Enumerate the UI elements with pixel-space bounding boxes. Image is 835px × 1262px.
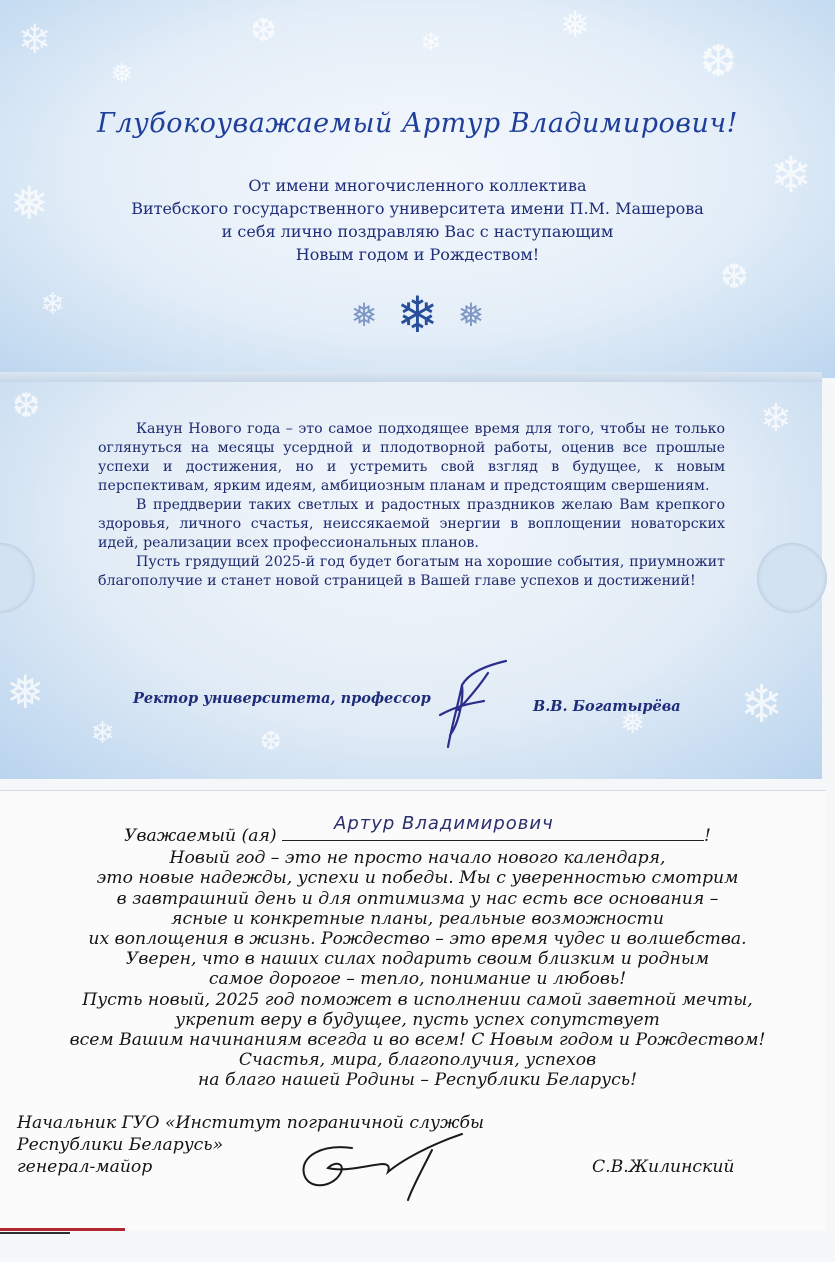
snowflake-icon: ❅ [560, 5, 591, 46]
sender-line: Начальник ГУО «Институт пограничной службы [17, 1113, 484, 1133]
rector-name: В.В. Богатырёва [533, 698, 681, 715]
snowflake-icon: ❄ [396, 286, 439, 344]
snowflake-icon: ❄ [420, 28, 442, 58]
snowflake-icon: ❄ [40, 287, 66, 322]
card-title: Глубокоуважаемый Артур Владимирович! [97, 108, 738, 139]
snowflake-icon: ❄ [18, 17, 52, 63]
message-paragraph: В преддверии таких светлых и радостных праздников желаю Вам крепкого здоровья, личного счастья, неиссякаемой энергии в воплощении новаторских идей, реализации всех профессиональных планов. [98, 497, 725, 551]
letter-line: в завтрашний день и для оптимизма у нас есть все основания – [116, 888, 719, 909]
greeting-prefix: Уважаемый (ая) [124, 826, 277, 846]
addressee-handwritten: Артур Владимирович [334, 813, 554, 834]
sender-signature [292, 1130, 482, 1210]
card-intro [0, 174, 835, 266]
letter-line: Пусть новый, 2025 год поможет в исполнении самой заветной мечты, [82, 989, 753, 1010]
sender-line: Республики Беларусь» [17, 1135, 224, 1155]
snowflake-icon: ❄ [760, 396, 792, 440]
snowflake-icon: ❆ [12, 386, 41, 426]
intro-line: От имени многочисленного коллектива [248, 176, 587, 195]
snowflake-icon: ❅ [620, 706, 646, 741]
letter-line: укрепит веру в будущее, пусть успех сопутствует [175, 1009, 660, 1030]
letter-line: их воплощения в жизнь. Рождество – это время чудес и волшебства. [88, 929, 747, 950]
snowflake-icon: ❄ [740, 675, 784, 735]
letter-body [0, 813, 835, 1091]
rector-signature [428, 655, 518, 755]
letter-line: Уверен, что в наших силах подарить своим близким и родным [125, 949, 710, 970]
snowflake-icon: ❅ [350, 296, 378, 334]
letter-line: всем Вашим начинаниям всегда и во всем! С Новым годом и Рождеством! [69, 1030, 766, 1051]
snowflake-icon: ❆ [700, 36, 737, 87]
letter-line: на благо нашей Родины – Республики Беларусь! [197, 1070, 638, 1091]
card-slot-right [757, 543, 827, 613]
snowflake-icon: ❄ [90, 716, 116, 751]
snowflake-icon: ❆ [250, 11, 277, 49]
rector-title: Ректор университета, профессор [133, 690, 431, 707]
greeting-line [0, 813, 835, 846]
sender-name: С.В.Жилинский [592, 1157, 735, 1177]
intro-line: и себя лично поздравляю Вас с наступающим [221, 222, 614, 241]
sender-line: генерал-майор [17, 1157, 153, 1177]
snowflake-icon: ❆ [260, 727, 282, 757]
message-paragraph: Пусть грядущий 2025-й год будет богатым на хорошие события, приумножит благополучие и станет новой страницей в Вашей главе успехов и достижений! [98, 554, 725, 589]
letter-line: самое дорогое – тепло, понимание и любовь! [208, 969, 627, 990]
edge-mark [0, 1228, 125, 1231]
addressee-field [282, 813, 704, 841]
intro-line: Новым годом и Рождеством! [295, 245, 540, 264]
greeting-suffix: ! [704, 826, 711, 846]
snowflake-icon: ❅ [457, 296, 485, 334]
letter-line: ясные и конкретные планы, реальные возможности [171, 908, 664, 929]
card-message [98, 420, 725, 591]
snowflake-icon: ❄ [770, 146, 812, 204]
snowflake-icon: ❅ [6, 665, 45, 719]
snowflake-ornament [0, 286, 835, 344]
letter-line: Счастья, мира, благополучия, успехов [238, 1050, 597, 1071]
edge-mark [0, 1232, 70, 1234]
message-paragraph: Канун Нового года – это самое подходящее время для того, чтобы не только оглянуться на месяцы усердной и плодотворной работы, оценив все прошлые успехи и достижения, но и устремить свой взгляд в будущее, к новым перспективам, ярким идеям, амбициозным планам и предстоящим свершениям. [98, 421, 725, 494]
intro-line: Витебского государственного университета имени П.М. Машерова [131, 199, 704, 218]
letter-line: Новый год – это не просто начало нового календаря, [169, 848, 666, 869]
letter-line: это новые надежды, успехи и победы. Мы с уверенностью смотрим [96, 868, 739, 889]
card-fold [0, 372, 822, 382]
snowflake-icon: ❆ [720, 257, 749, 297]
snowflake-icon: ❅ [10, 176, 49, 230]
snowflake-icon: ❅ [110, 57, 134, 90]
